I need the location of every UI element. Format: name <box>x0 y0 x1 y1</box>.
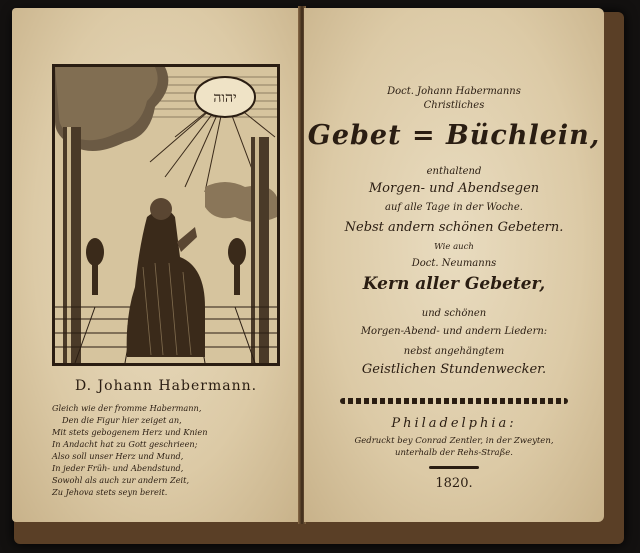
text-line: Doct. Neumanns <box>411 258 497 269</box>
ornamental-rule <box>340 398 568 404</box>
text-line: Morgen-Abend- und andern Liedern: <box>360 326 548 337</box>
right-page-title <box>304 8 604 522</box>
text-line: und schönen <box>421 308 487 319</box>
imprint-printer: unterhalb der Rehs-Straße. <box>394 448 514 458</box>
subtitle: Kern aller Gebeter, <box>362 274 546 294</box>
left-page <box>12 8 300 522</box>
text-line: Geistlichen Stundenwecker. <box>361 362 547 377</box>
text-line: auf alle Tage in der Woche. <box>385 202 523 213</box>
imprint-printer: Gedruckt bey Conrad Zentler, in der Zweyten, <box>354 436 554 446</box>
portrait-caption: D. Johann Habermann. <box>74 378 258 394</box>
verse-line: Gleich wie der fromme Habermann, <box>52 403 202 413</box>
imprint-place: Philadelphia: <box>391 416 517 431</box>
woodcut-illustration <box>52 64 280 366</box>
text-line: nebst angehängtem <box>403 346 505 357</box>
text-line: Nebst andern schönen Gebetern. <box>344 220 564 235</box>
verse-line: In Andacht hat zu Gott geschrieen; <box>52 439 198 449</box>
text-line: Morgen- und Abendsegen <box>368 181 540 196</box>
sun-inscription: יהוה <box>213 90 237 106</box>
verse-line: Also soll unser Herz und Mund, <box>52 451 184 461</box>
text-line: enthaltend <box>426 166 482 177</box>
imprint-year: 1820. <box>435 476 473 491</box>
author-line: Doct. Johann Habermanns <box>387 86 521 97</box>
praying-figure-woodcut <box>55 67 277 363</box>
verse-line: Zu Jehova stets seyn bereit. <box>52 487 168 497</box>
verse-line: Den die Figur hier zeiget an, <box>62 415 182 425</box>
verse-line: Mit stets gebogenem Herz und Knien <box>52 427 208 437</box>
book-title: Gebet = Büchlein, <box>307 120 601 151</box>
short-rule <box>429 466 479 469</box>
verse-line: In jeder Früh- und Abendstund, <box>52 463 184 473</box>
text-line: Wie auch <box>434 242 474 252</box>
verse-line: Sowohl als auch zur andern Zeit, <box>52 475 190 485</box>
descriptor-line: Christliches <box>423 100 485 111</box>
verse-block <box>52 402 292 498</box>
